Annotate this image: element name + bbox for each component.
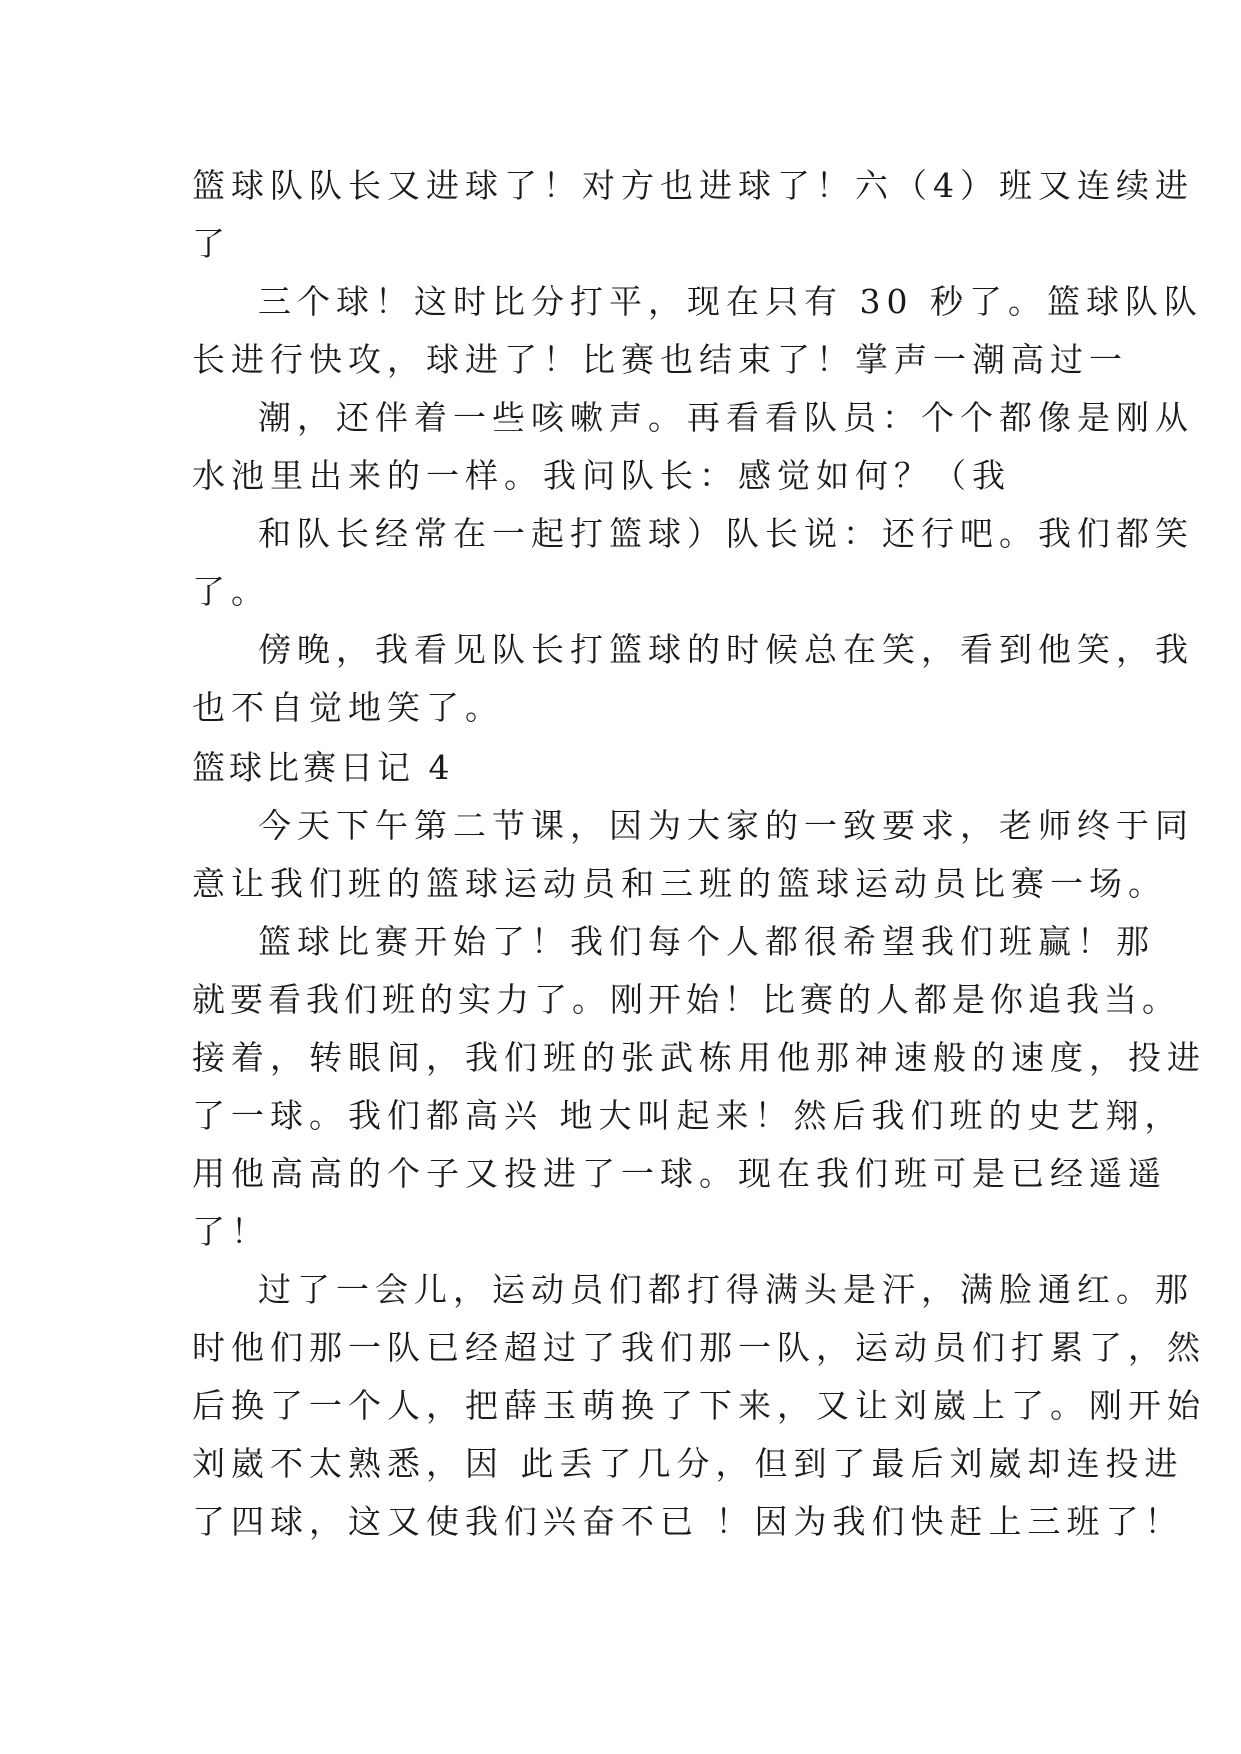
text-line: 篮球队队长又进球了！对方也进球了！六（4）班又连续进 [192, 166, 1194, 205]
text-line: 意让我们班的篮球运动员和三班的篮球运动员比赛一场。 [192, 864, 1167, 903]
text-line: 刘崴不太熟悉，因 此丢了几分，但到了最后刘崴却连投进 [192, 1444, 1184, 1483]
text-line: 了 [192, 224, 231, 263]
text-line: 水池里出来的一样。我问队长：感觉如何？（我 [192, 456, 1011, 495]
text-line: 今天下午第二节课，因为大家的一致要求，老师终于同 [258, 806, 1194, 845]
text-line: 后换了一个人，把薛玉萌换了下来，又让刘崴上了。刚开始 [192, 1386, 1206, 1425]
text-line: 三个球！这时比分打平，现在只有 30 秒了。篮球队队 [258, 282, 1203, 321]
text-line: 就要看我们班的实力了。刚开始！比赛的人都是你追我当。 [192, 980, 1180, 1019]
text-line: 接着，转眼间，我们班的张武栋用他那神速般的速度，投进 [192, 1038, 1206, 1077]
section-heading: 篮球比赛日记 4 [192, 748, 454, 787]
text-line: 了一球。我们都高兴 地大叫起来！然后我们班的史艺翔， [192, 1096, 1184, 1135]
text-line: 篮球比赛开始了！我们每个人都很希望我们班赢！那 [258, 922, 1155, 961]
text-line: 潮，还伴着一些咳嗽声。再看看队员：个个都像是刚从 [258, 398, 1194, 437]
text-line: 傍晚，我看见队长打篮球的时候总在笑，看到他笑，我 [258, 630, 1194, 669]
text-line: 了四球，这又使我们兴奋不已 ！因为我们快赶上三班了！ [192, 1502, 1184, 1541]
text-line: 过了一会儿，运动员们都打得满头是汗，满脸通红。那 [258, 1270, 1194, 1309]
text-line: 也不自觉地笑了。 [192, 688, 504, 727]
text-line: 了。 [192, 572, 270, 611]
text-line: 和队长经常在一起打篮球）队长说：还行吧。我们都笑 [258, 514, 1194, 553]
text-line: 时他们那一队已经超过了我们那一队，运动员们打累了，然 [192, 1328, 1206, 1367]
text-line: 了！ [192, 1212, 270, 1251]
text-line: 长进行快攻，球进了！比赛也结束了！掌声一潮高过一 [192, 340, 1128, 379]
text-line: 用他高高的个子又投进了一球。现在我们班可是已经遥遥 [192, 1154, 1167, 1193]
